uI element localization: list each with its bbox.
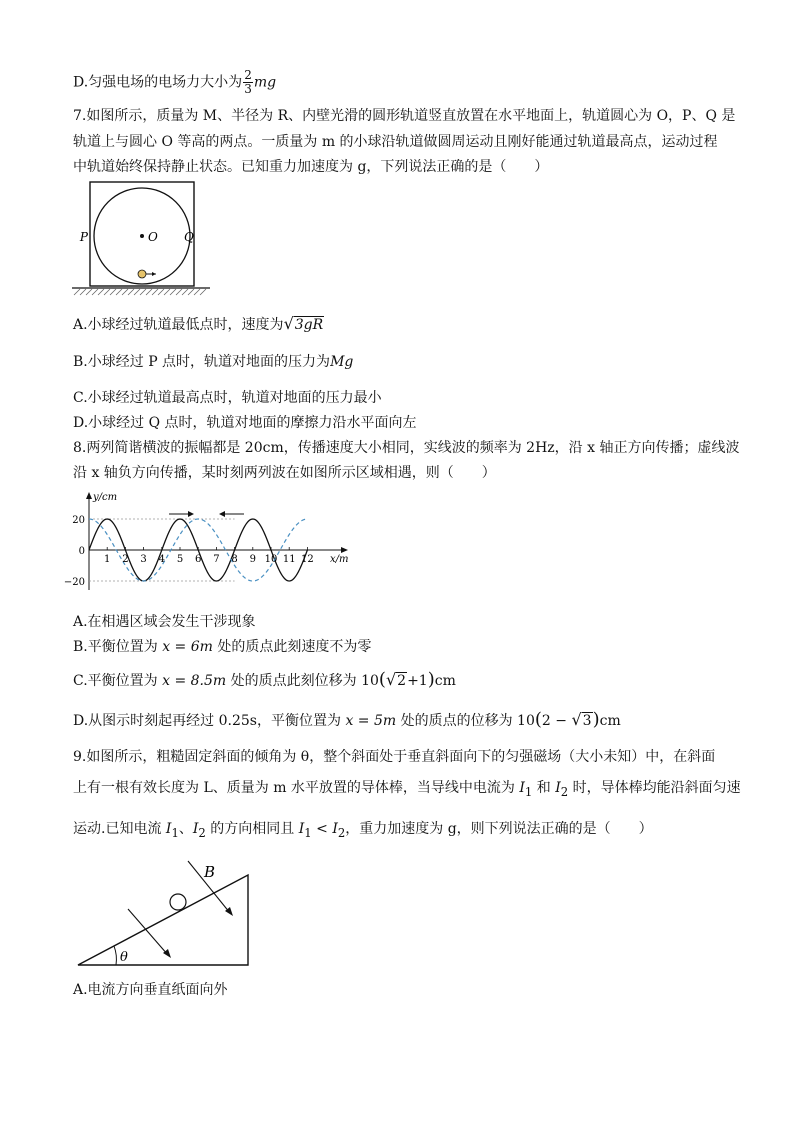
velocity-arrowhead [152, 272, 156, 276]
ball [138, 270, 146, 278]
q9-incline-figure [70, 855, 260, 970]
y-axis-label: y/cm [93, 492, 118, 503]
x-tick-label: 8 [231, 554, 238, 565]
incline-triangle [78, 875, 248, 965]
q7-option-d: D.小球经过 Q 点时，轨道对地面的摩擦力沿水平面向左 [73, 415, 417, 431]
q9-option-a: A.电流方向垂直纸面向外 [73, 982, 228, 998]
center-point [140, 234, 144, 238]
x-tick-label: 7 [213, 554, 220, 565]
chart-labels [64, 492, 349, 588]
q8-wave-chart [63, 490, 358, 600]
q8-option-b: B.平衡位置为 x = 6m 处的质点此刻速度不为零 [73, 639, 372, 655]
label-O: O [148, 230, 158, 244]
x-tick-label: 10 [264, 554, 278, 565]
x-tick-label: 2 [122, 554, 129, 565]
x-axis-arrow [341, 547, 348, 553]
y-axis-arrow [86, 492, 92, 499]
x-tick-label: 5 [176, 554, 184, 565]
q8-option-d: D.从图示时刻起再经过 0.25s，平衡位置为 x = 5m 处的质点的位移为 10(2 − √3)cm [73, 709, 621, 730]
q7-circular-track-figure [70, 178, 210, 302]
x-tick-label: 12 [301, 554, 314, 565]
y-tick-label: 20 [72, 515, 85, 526]
q7-stem-line-3: 中轨道始终保持静止状态。已知重力加速度为 g，下列说法正确的是（ ） [73, 159, 549, 175]
x-axis-label: x/m [330, 554, 349, 565]
q8-option-c: C.平衡位置为 x = 8.5m 处的质点此刻位移为 10(√2+1)cm [73, 669, 456, 690]
q6-option-d: D.匀强电场的电场力大小为 $\frac{2}{3}$ mg [73, 68, 277, 96]
x-tick-label: 4 [158, 554, 165, 565]
x-tick-label: 1 [104, 554, 111, 565]
q7-option-a: A.小球经过轨道最低点时，速度为√3gR [73, 314, 324, 333]
left-arrowhead [219, 511, 225, 517]
conductor-rod [170, 894, 186, 910]
q7-option-c: C.小球经过轨道最高点时，轨道对地面的压力最小 [73, 390, 382, 406]
x-tick-label: 6 [195, 554, 202, 565]
label-Q: Q [184, 230, 194, 244]
ground-hatching [74, 289, 206, 295]
q7-stem-line-2: 轨道上与圆心 O 等高的两点。一质量为 m 的小球沿轨道做圆周运动且刚好能通过轨道最高点，运动过程 [73, 134, 718, 150]
q7-option-b: B.小球经过 P 点时，轨道对地面的压力为Mg [73, 354, 354, 370]
angle-arc [114, 946, 116, 965]
fraction-two-thirds: $\frac{2}{3}$ [244, 68, 252, 96]
right-arrowhead [188, 511, 194, 517]
label-theta: θ [120, 950, 128, 965]
label-P: P [79, 230, 88, 244]
y-tick-label: −20 [63, 577, 85, 588]
x-tick-label: 9 [249, 554, 256, 565]
chart-axes [86, 492, 348, 590]
q9-stem-line-2: 上有一根有效长度为 L、质量为 m 水平放置的导体棒，当导线中电流为 $I_1$ 和 $I_2$ 时，导体棒均能沿斜面匀速 [73, 780, 741, 799]
q8-stem-line-2: 沿 x 轴负方向传播，某时刻两列波在如图所示区域相遇，则（ ） [73, 465, 496, 481]
q8-stem-line-1: 8.两列简谐横波的振幅都是 20cm，传播速度大小相同，实线波的频率为 2Hz，沿 x 轴正方向传播；虚线波 [73, 440, 740, 456]
x-tick-label: 11 [282, 554, 296, 565]
x-tick-label: 3 [140, 554, 147, 565]
label-B: B [204, 863, 216, 881]
q9-stem-line-3: 运动.已知电流 $I_1$、$I_2$ 的方向相同且 $I_1 < I_2$，重力加速度为 g，则下列说法正确的是（ ） [73, 821, 653, 840]
q8-option-a: A.在相遇区域会发生干涉现象 [73, 614, 256, 630]
propagation-arrows [169, 511, 244, 517]
q7-stem-line-1: 7.如图所示，质量为 M、半径为 R、内壁光滑的圆形轨道竖直放置在水平地面上，轨道圆心为 O，P、Q 是 [73, 108, 736, 124]
q9-stem-line-1: 9.如图所示，粗糙固定斜面的倾角为 θ，整个斜面处于垂直斜面向下的匀强磁场（大小未知）中，在斜面 [73, 749, 716, 765]
field-line-1 [128, 909, 168, 955]
y-tick-label: 0 [78, 546, 85, 557]
